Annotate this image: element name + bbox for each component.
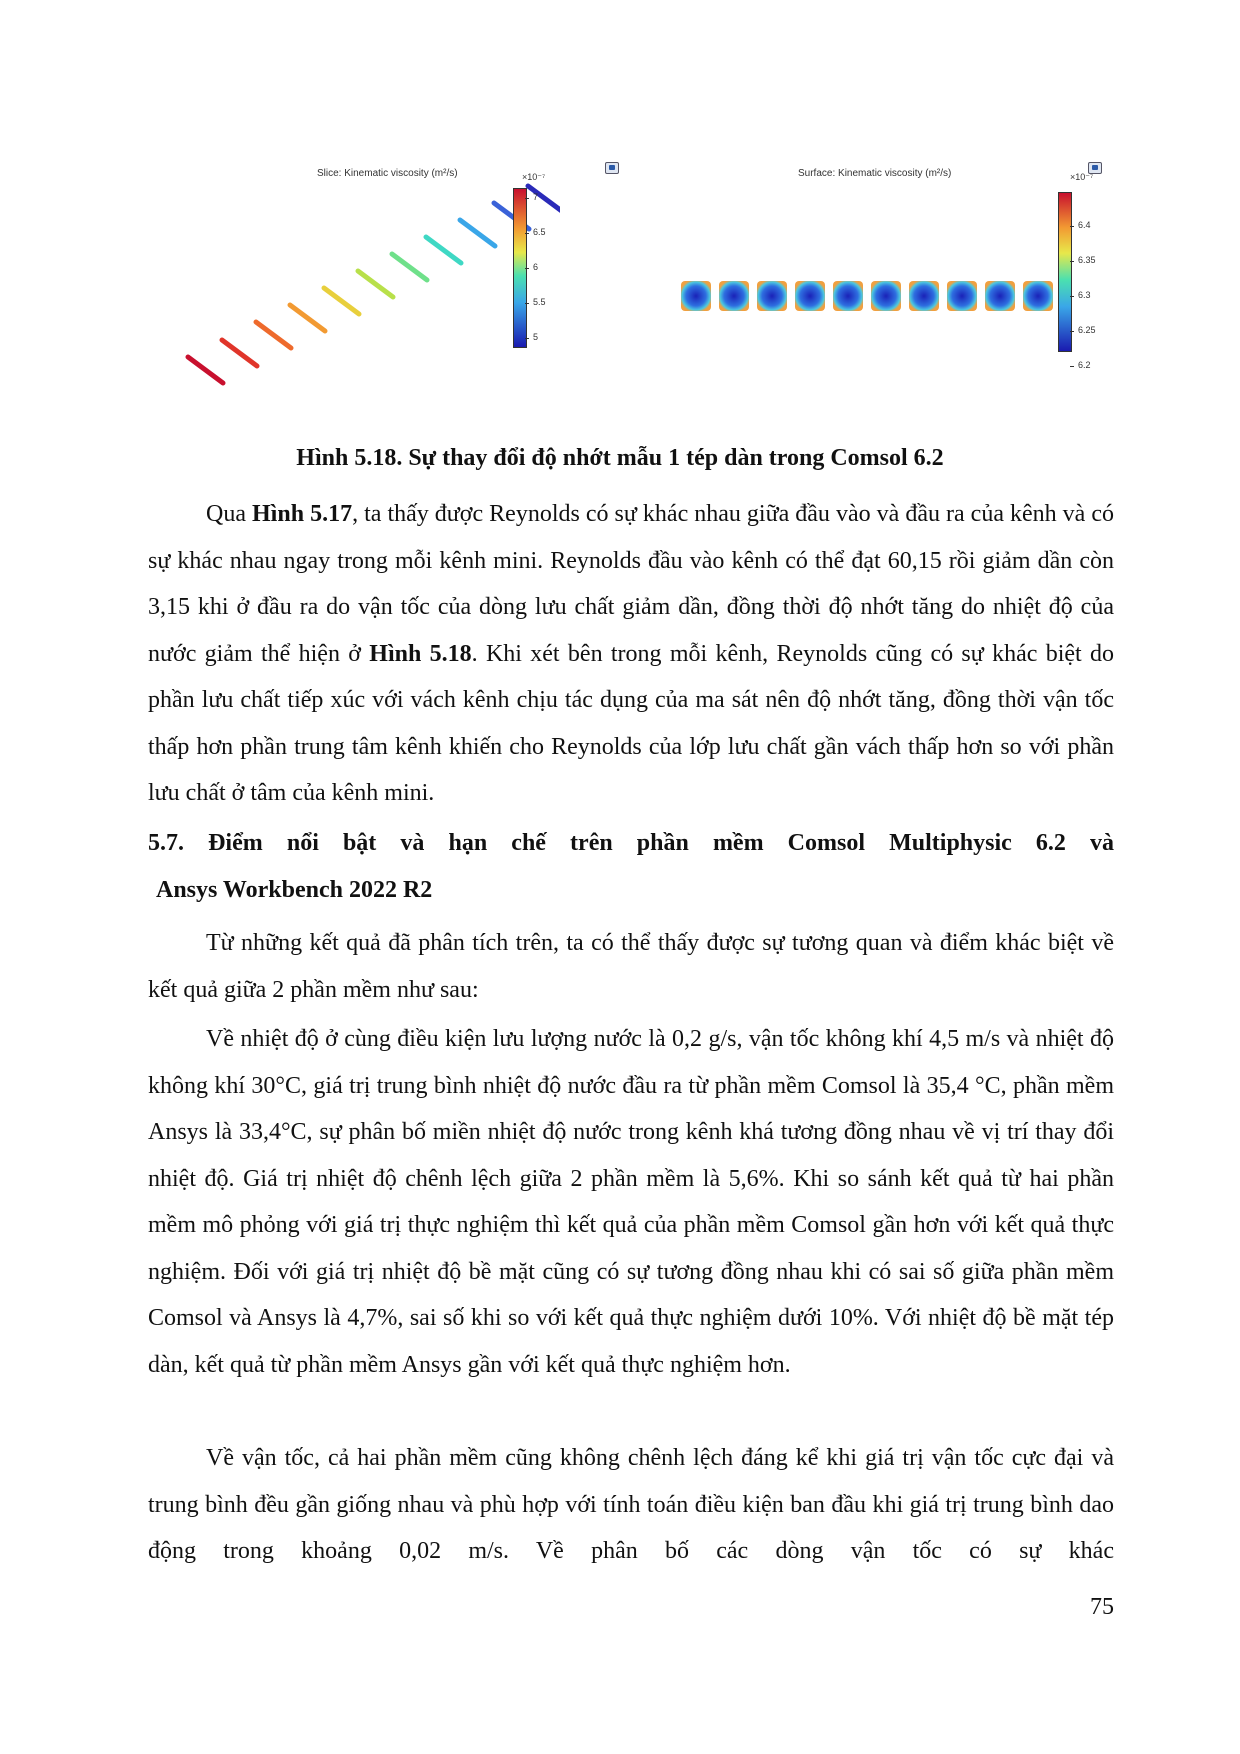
surface-plot	[675, 270, 1075, 330]
left-scale-exponent: ×10⁻⁷	[522, 172, 546, 182]
surface-cell	[909, 281, 939, 311]
paragraph-reynolds: Qua Hình 5.17, ta thấy được Reynolds có sự khác nhau giữa đầu vào và đầu ra của kênh và có sự khác nhau ngay trong mỗi kênh mini. Reynolds đầu vào kênh có thể đạt 60,15 rồi giảm dần còn 3,15 khi ở đầu ra do vận tốc của dòng lưu chất giảm dần, đồng thời độ nhớt tăng do nhiệt độ của nước giảm thể hiện ở Hình 5.18. Khi xét bên trong mỗi kênh, Reynolds cũng có sự khác biệt do phần lưu chất tiếp xúc với vách kênh chịu tác dụng của ma sát nên độ nhớt tăng, đồng thời vận tốc thấp hơn phần trung tâm kênh khiến cho Reynolds của lớp lưu chất gần vách thấp hơn so với phần lưu chất ở tâm của kênh mini.	[148, 501, 1115, 806]
section-heading-line1: 5.7. Điểm nổi bật và hạn chế trên phần mềm Comsol Multiphysic 6.2 và	[148, 830, 1114, 856]
slice-band-2	[222, 340, 257, 366]
slice-plot	[170, 150, 560, 400]
figure-left-panel	[170, 150, 610, 400]
page-number: 75	[1090, 1594, 1114, 1620]
surface-cell	[719, 281, 749, 311]
slice-band-3	[256, 322, 291, 348]
paragraph-velocity: Về vận tốc, cả hai phần mềm cũng không chênh lệch đáng kể khi giá trị vận tốc cực đại và trung bình đều gần giống nhau và phù hợp với tính toán điều kiện ban đầu khi giá trị trung bình dao động trong khoảng 0,02 m/s. Về phân bố các dòng vận tốc có sự khác	[148, 1445, 1114, 1564]
body-text-2	[148, 920, 1114, 1013]
section-heading-line2: Ansys Workbench 2022 R2	[156, 876, 433, 903]
paragraph-temperature: Về nhiệt độ ở cùng điều kiện lưu lượng nước là 0,2 g/s, vận tốc không khí 4,5 m/s và nhiệt độ không khí 30°C, giá trị trung bình nhiệt độ nước đầu ra từ phần mềm Comsol là 35,4 °C, phần mềm Ansys là 33,4°C, sự phân bố miền nhiệt độ nước trong kênh khá tương đồng nhau về vị trí thay đổi nhiệt độ. Giá trị nhiệt độ chênh lệch giữa 2 phần mềm là 5,6%. Khi so sánh kết quả từ hai phần mềm mô phỏng với giá trị thực nghiệm thì kết quả của phần mềm Comsol gần hơn với kết quả thực nghiệm. Đối với giá trị nhiệt độ bề mặt cũng có sự tương đồng nhau khi có sai số giữa phần mềm Comsol và Ansys là 4,7%, sai số khi so với kết quả thực nghiệm dưới 10%. Với nhiệt độ bề mặt tép dàn, kết quả từ phần mềm Ansys gần với kết quả thực nghiệm hơn.	[148, 1026, 1114, 1378]
body-text	[148, 491, 1114, 817]
slice-band-4	[290, 305, 325, 331]
right-tick: 6.2	[1078, 360, 1091, 370]
surface-cell	[1023, 281, 1053, 311]
surface-cell	[681, 281, 711, 311]
surface-cell	[833, 281, 863, 311]
right-colorbar	[1058, 192, 1072, 352]
right-tick: 6.3	[1078, 290, 1091, 300]
left-tick: 7	[533, 192, 539, 202]
figure-caption: Hình 5.18. Sự thay đổi độ nhớt mẫu 1 tép dàn trong Comsol 6.2	[296, 445, 944, 471]
right-tick: 6.35	[1078, 255, 1096, 265]
section-heading	[148, 820, 1114, 913]
right-tick: 6.25	[1078, 325, 1096, 335]
surface-cell	[947, 281, 977, 311]
slice-band-7	[392, 254, 427, 280]
slice-band-9	[460, 220, 495, 246]
right-panel-title: Surface: Kinematic viscosity (m²/s)	[798, 168, 952, 179]
left-tick: 6.5	[533, 227, 546, 237]
figure-right-panel	[660, 150, 1130, 400]
surface-cell	[985, 281, 1015, 311]
left-tick: 6	[533, 262, 539, 272]
right-tick: 6.4	[1078, 220, 1091, 230]
surface-cell	[871, 281, 901, 311]
left-tick: 5.5	[533, 297, 546, 307]
slice-band-5	[324, 288, 359, 314]
slice-band-6	[358, 271, 393, 297]
paragraph-intro: Từ những kết quả đã phân tích trên, ta có thể thấy được sự tương quan và điểm khác biệt về kết quả giữa 2 phần mềm như sau:	[148, 930, 1114, 1003]
surface-cell	[795, 281, 825, 311]
left-panel-title: Slice: Kinematic viscosity (m²/s)	[317, 168, 458, 179]
slice-band-8	[426, 237, 461, 263]
zoom-extents-icon[interactable]	[605, 162, 619, 174]
left-tick: 5	[533, 332, 539, 342]
right-scale-exponent: ×10⁻⁷	[1070, 172, 1094, 182]
body-text-4	[148, 1435, 1114, 1575]
body-text-3	[148, 1016, 1114, 1388]
slice-band-1	[188, 357, 223, 383]
surface-cell	[757, 281, 787, 311]
